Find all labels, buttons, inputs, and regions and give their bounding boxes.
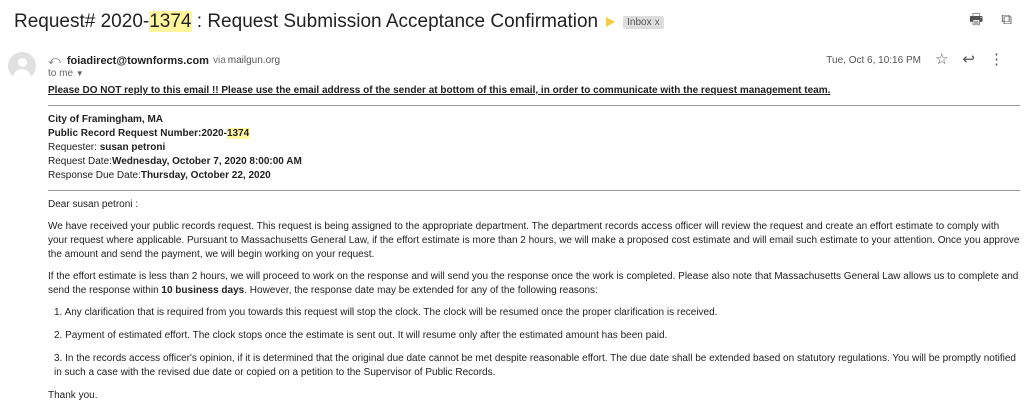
star-icon[interactable]: ☆: [934, 51, 949, 68]
warning-notice: Please DO NOT reply to this email !! Please use the email address of the sender at bottom of this email, in order to communicate with the request management team.: [48, 85, 831, 96]
inbox-label-text: Inbox: [627, 16, 652, 28]
more-options-icon[interactable]: ⋮: [989, 51, 1004, 68]
importance-marker-icon[interactable]: [606, 17, 615, 27]
sender-email[interactable]: foiadirect@townforms.com: [66, 54, 209, 67]
recipient-text[interactable]: to me: [48, 68, 74, 79]
business-days: 10 business days: [161, 285, 245, 296]
paragraph-estimate: [48, 270, 1020, 298]
due-date-label: Response Due Date:: [48, 170, 141, 181]
dropdown-caret-icon[interactable]: ▼: [75, 69, 84, 78]
divider: [48, 105, 1020, 106]
request-date-line: [48, 155, 1020, 169]
via-label: via: [212, 55, 226, 66]
reply-arrow-icon: ⤺: [48, 53, 61, 67]
message-meta: [826, 52, 1004, 68]
sender-line: [48, 53, 280, 68]
divider: [48, 190, 1020, 191]
via-domain[interactable]: mailgun.org: [227, 55, 281, 66]
requester-label: Requester:: [48, 142, 100, 153]
subject-suffix: : Request Submission Acceptance Confirmation: [191, 11, 599, 32]
record-number-value: 1374: [226, 128, 250, 139]
city-line: [48, 113, 1020, 127]
inbox-label-badge: [623, 16, 663, 29]
list-item: 2. Payment of estimated effort. The clock stops once the estimate is sent out. It will resume only after the estimated amount has been paid.: [54, 330, 668, 341]
subject-number-highlight: 1374: [149, 11, 192, 32]
avatar-icon: [8, 52, 36, 80]
due-date-line: [48, 169, 1020, 183]
greeting: Dear susan petroni :: [48, 199, 139, 210]
reply-icon[interactable]: ↩: [962, 51, 975, 68]
paragraph-estimate-start: If the effort estimate is less than 2 hours, we will proceed to work on the response and will send you the response once the work is completed. Please also note that Massachusetts General Law allows us to complete and send the response within: [48, 271, 1019, 296]
request-date-label: Request Date:: [48, 156, 112, 167]
list-item: 1. Any clarification that is required from you towards this request will stop the clock. The clock will be resumed once the proper clarification is received.: [54, 307, 718, 318]
open-new-window-icon[interactable]: ⧉: [1001, 11, 1012, 28]
email-subject: [14, 11, 598, 33]
paragraph-received: We have received your public records request. This request is being assigned to the appropriate department. The department records access officer will review the request and create an effort estimate to comply with your request where applicable. Pursuant to Massachusetts General Law, if the effort estimate is more than 2 hours, we will make a proposed cost estimate and will email such estimate to your attention. Once you approve the amount and send the payment, we will begin working on your request.: [48, 221, 1020, 260]
remove-label-button[interactable]: x: [654, 16, 660, 28]
requester-value: susan petroni: [99, 142, 166, 153]
paragraph-estimate-end: . However, the response date may be extended for any of the following reasons:: [244, 285, 598, 296]
top-actions: [969, 12, 1012, 28]
requester-line: [48, 141, 1020, 155]
due-date-value: Thursday, October 22, 2020: [140, 170, 271, 181]
record-number-label: Public Record Request Number:2020-: [48, 128, 227, 139]
city-name: City of Framingham, MA: [48, 114, 164, 125]
request-date-value: Wednesday, October 7, 2020 8:00:00 AM: [111, 156, 302, 167]
recipient-line[interactable]: [48, 68, 84, 79]
email-body: [48, 84, 1020, 411]
reasons-list: [48, 306, 1020, 380]
print-icon[interactable]: 🖶: [969, 11, 984, 28]
record-number-line: [48, 127, 1020, 141]
subject-row: [14, 8, 1014, 36]
closing: Thank you.: [48, 390, 98, 401]
message-date: Tue, Oct 6, 10:16 PM: [826, 54, 921, 66]
subject-prefix: Request# 2020-: [14, 11, 150, 32]
list-item: 3. In the records access officer's opinion, if it is determined that the original due date cannot be met despite reasonable effort. The due date shall be extended based on statutory regulations. You will be promptly notified in such a case with the revised due date or copied on a petition to the Supervisor of Public Records.: [54, 353, 1016, 378]
